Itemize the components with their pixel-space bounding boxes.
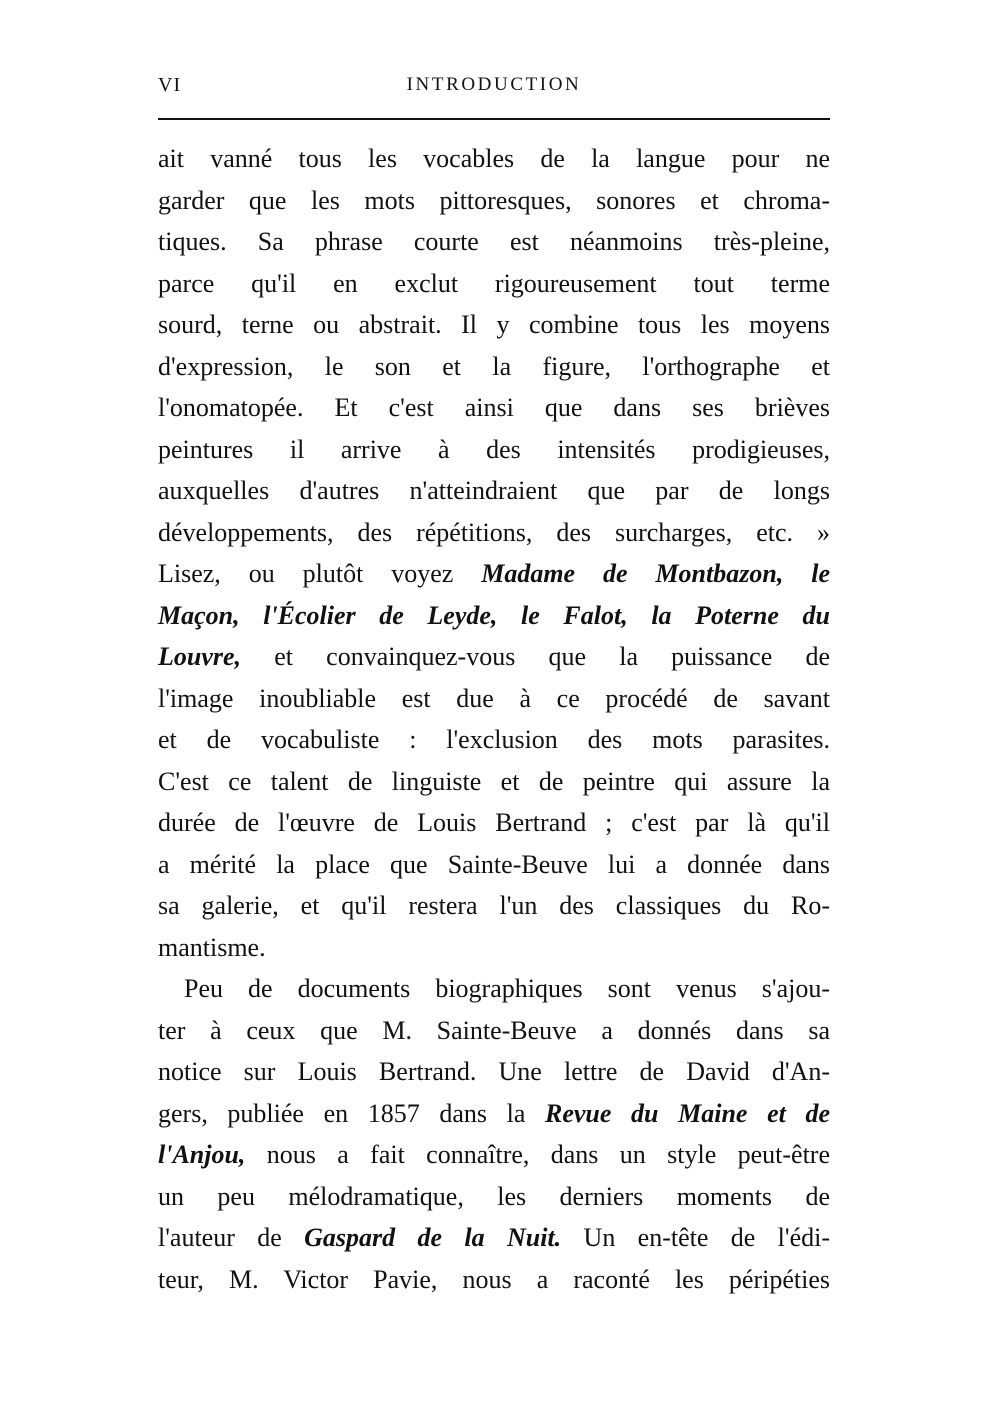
- text-line: l'image inoubliable est due à ce procédé de savant: [158, 683, 830, 713]
- text-line: un peu mélodramatique, les derniers moments de: [158, 1181, 830, 1211]
- text-line: [158, 595, 830, 637]
- text-line: gers, publiée en 1857 dans la Revue du Maine et de: [158, 1098, 830, 1128]
- text-line: ait vanné tous les vocables de la langue pour ne: [158, 144, 830, 173]
- text-line: mantisme.: [158, 932, 266, 962]
- text-line: et de vocabuliste : l'exclusion des mots parasites.: [158, 725, 830, 754]
- text-line: durée de l'œuvre de Louis Bertrand ; c'est par là qu'il: [158, 808, 830, 837]
- text-line: parce qu'il en exclut rigoureusement tout terme: [158, 268, 830, 298]
- text-line: l'onomatopée. Et c'est ainsi que dans ses brièves: [158, 393, 830, 422]
- text-line: Lisez, ou plutôt voyez Madame de Montbazon, le: [158, 559, 830, 588]
- text-line: Louvre, et convainquez-vous que la puissance de: [158, 642, 830, 671]
- italic-title: Maçon, l'Écolier de Leyde, le Falot, la Poterne du: [158, 600, 830, 630]
- italic-title: Louvre,: [158, 642, 242, 671]
- italic-title: Revue du Maine et de: [545, 1098, 830, 1128]
- italic-title: Gaspard de la Nuit.: [304, 1223, 562, 1252]
- text-line: l'auteur de Gaspard de la Nuit. Un en-tête de l'édi-: [158, 1223, 830, 1252]
- page-header: [158, 70, 830, 104]
- text-line: ter à ceux que M. Sainte-Beuve a donnés dans sa: [158, 1015, 830, 1045]
- text-line: sourd, terne ou abstrait. Il y combine tous les moyens: [158, 310, 830, 339]
- text-line: d'expression, le son et la figure, l'orthographe et: [158, 351, 830, 381]
- italic-title: Madame de Montbazon, le: [481, 559, 830, 588]
- text-line: peintures il arrive à des intensités prodigieuses,: [158, 434, 830, 464]
- text-line: garder que les mots pittoresques, sonores et chroma-: [158, 185, 830, 215]
- text-line: sa galerie, et qu'il restera l'un des classiques du Ro-: [158, 891, 830, 920]
- text-line: notice sur Louis Bertrand. Une lettre de David d'An-: [158, 1057, 830, 1086]
- text-line: développements, des répétitions, des surcharges, etc. »: [158, 517, 830, 547]
- text-line: auxquelles d'autres n'atteindraient que par de longs: [158, 476, 830, 505]
- text-line: a mérité la place que Sainte-Beuve lui a donnée dans: [158, 849, 830, 879]
- running-title: INTRODUCTION: [406, 74, 582, 95]
- text-line: teur, M. Victor Pavie, nous a raconté les péripéties: [158, 1264, 830, 1294]
- page-number: VI: [158, 74, 182, 96]
- text-line: tiques. Sa phrase courte est néanmoins très-pleine,: [158, 227, 830, 256]
- italic-title: l'Anjou,: [158, 1140, 246, 1169]
- body-text: [158, 138, 830, 1300]
- text-line: C'est ce talent de linguiste et de peintre qui assure la: [158, 766, 830, 796]
- header-rule: [158, 118, 830, 120]
- text-line: Peu de documents biographiques sont venus s'ajou-: [184, 974, 830, 1003]
- text-line: l'Anjou, nous a fait connaître, dans un style peut-être: [158, 1140, 830, 1169]
